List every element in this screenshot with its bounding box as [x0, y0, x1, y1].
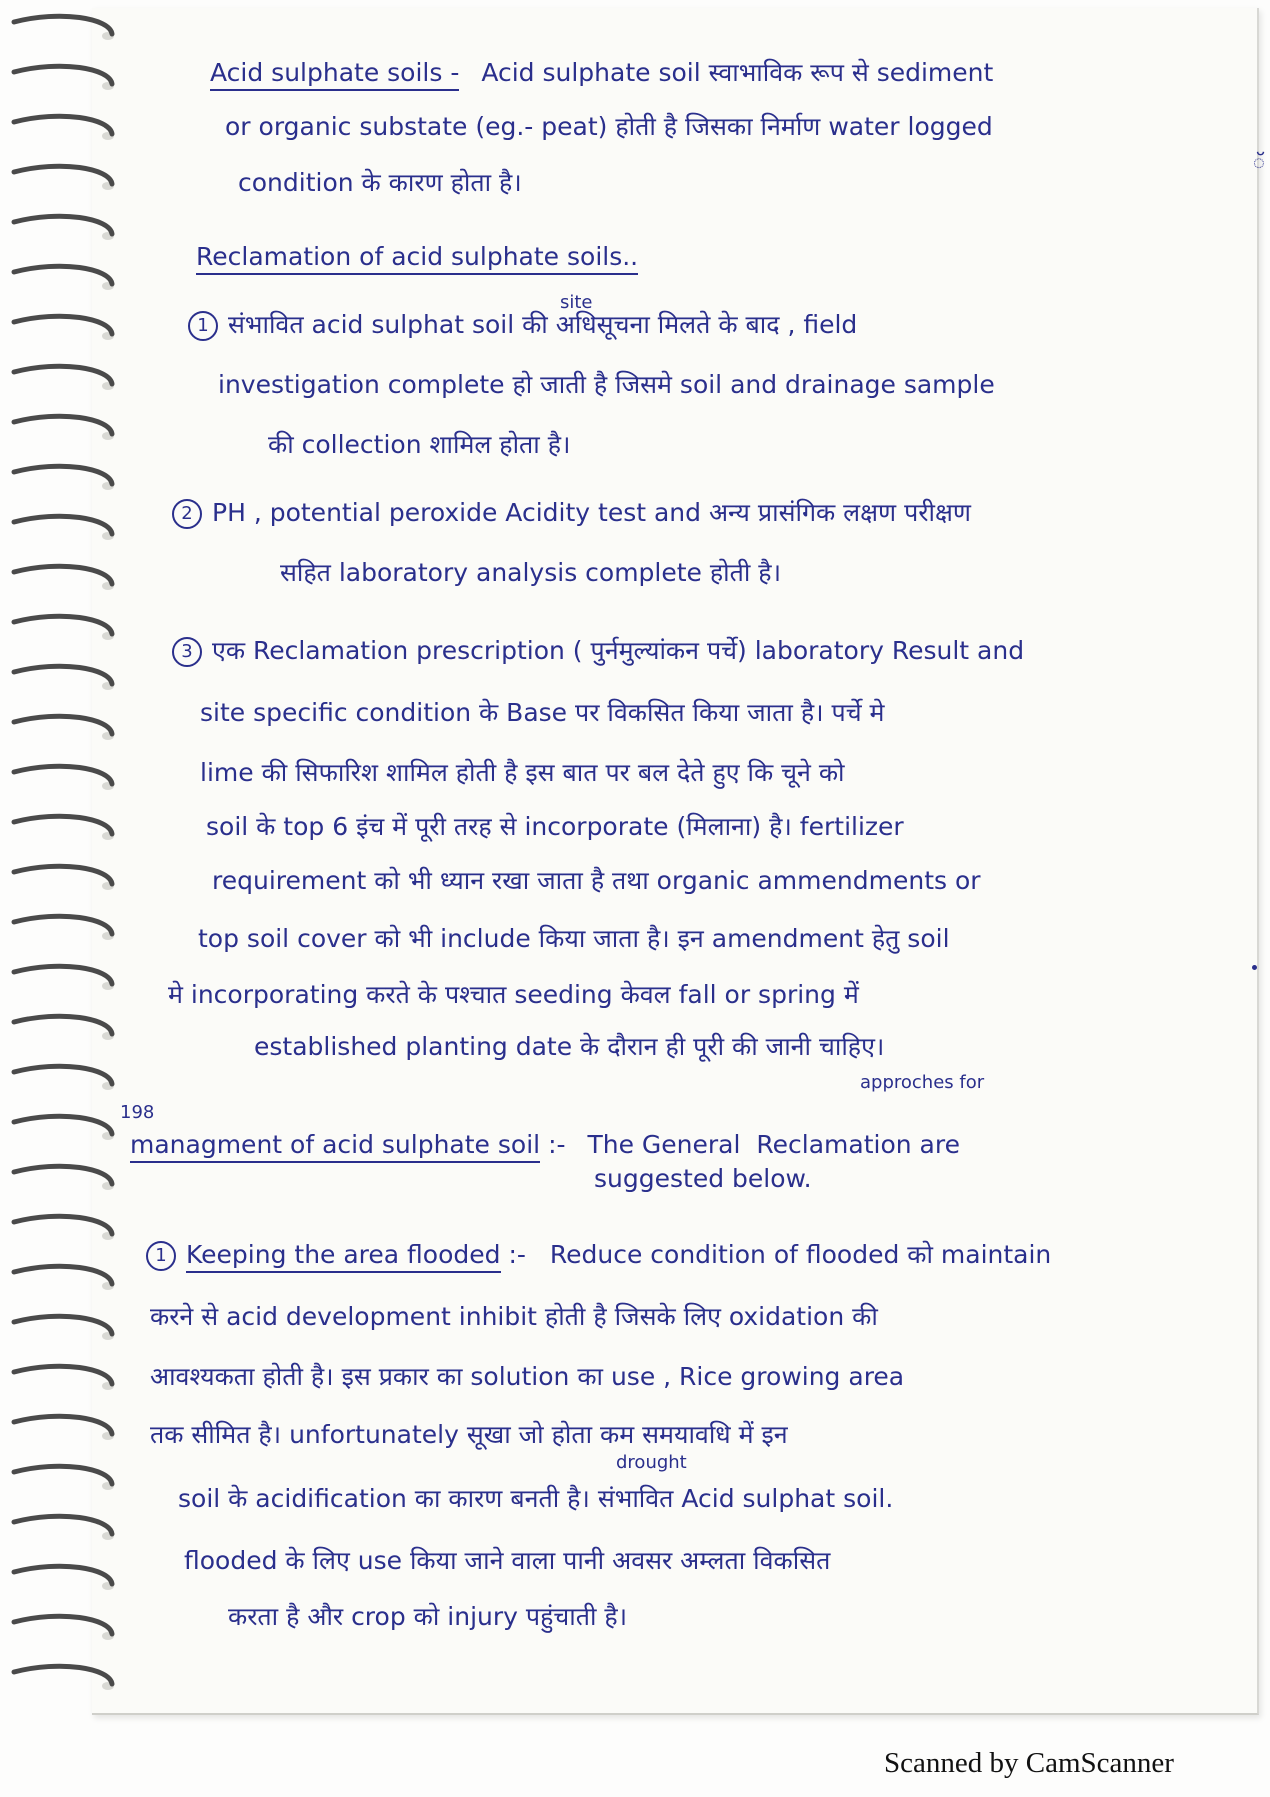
- text-line: मे incorporating करते के पश्चात seeding केवल fall or spring में: [168, 980, 859, 1009]
- item-number: 1: [146, 1241, 176, 1271]
- acid-sulphate-soils-paragraph: [210, 58, 993, 88]
- management-item-1: 1 Keeping the area flooded :- Reduce condition of flooded को maintain: [146, 1240, 1051, 1271]
- superscript-note: site: [560, 292, 593, 313]
- item-number: 2: [172, 499, 202, 529]
- management-heading: managment of acid sulphate soil: [130, 1130, 540, 1163]
- text-line: Reduce condition of flooded को maintain: [549, 1240, 1052, 1269]
- text-line: investigation complete हो जाती है जिसमे soil and drainage sample: [218, 370, 995, 399]
- text-line: soil के acidification का कारण बनती है। संभावित Acid sulphat soil.: [178, 1484, 894, 1513]
- section-heading: Acid sulphate soils -: [210, 58, 459, 91]
- text-line: site specific condition के Base पर विकसित किया जाता है। पर्चे मे: [200, 698, 885, 727]
- inserted-word: drought: [616, 1452, 687, 1473]
- item-number: 1: [188, 311, 218, 341]
- management-heading-line: [130, 1130, 960, 1160]
- scanner-watermark: Scanned by CamScanner: [884, 1747, 1174, 1779]
- intro-note: approches for: [860, 1072, 985, 1093]
- item-number: 3: [172, 637, 202, 667]
- text-line: Reclamation are: [756, 1130, 960, 1159]
- text-line: suggested below.: [594, 1164, 812, 1193]
- text-line: करता है और crop को injury पहुंचाती है।: [228, 1602, 628, 1631]
- reclamation-heading: Reclamation of acid sulphate soils..: [196, 242, 638, 272]
- separator: :-: [548, 1130, 566, 1159]
- margin-mark: ॅ: [1253, 150, 1265, 174]
- text-line: The General: [587, 1130, 741, 1159]
- text-line: established planting date के दौरान ही पूरी की जानी चाहिए।: [254, 1032, 885, 1061]
- text-line: condition के कारण होता है।: [238, 168, 522, 197]
- reclamation-item-1: [188, 310, 857, 341]
- text-line: top soil cover को भी include किया जाता है। इन amendment हेतु soil: [198, 924, 950, 953]
- page-number: 198: [120, 1102, 155, 1123]
- text-line: soil के top 6 इंच में पूरी तरह से incorporate (मिलाना) है। fertilizer: [206, 812, 904, 841]
- text-line: आवश्यकता होती है। इस प्रकार का solution का use , Rice growing area: [150, 1362, 905, 1391]
- ink-dot: [1252, 965, 1257, 970]
- item-title: Keeping the area flooded: [186, 1240, 501, 1273]
- text-line: lime की सिफारिश शामिल होती है इस बात पर बल देते हुए कि चूने को: [200, 758, 845, 787]
- text-line: PH , potential peroxide Acidity test and अन्य प्रासंगिक लक्षण परीक्षण: [212, 498, 971, 527]
- text-line: करने से acid development inhibit होती है जिसके लिए oxidation की: [150, 1302, 878, 1331]
- reclamation-item-3: [172, 636, 1024, 667]
- text-line: flooded के लिए use किया जाने वाला पानी अवसर अम्लता विकसित: [184, 1546, 831, 1575]
- reclamation-item-2: [172, 498, 971, 529]
- text-line: संभावित acid sulphat soil की अधिसूचना मिलते के बाद , field: [228, 310, 858, 339]
- text-line: सहित laboratory analysis complete होती है।: [280, 558, 782, 587]
- text-line: or organic substate (eg.- peat) होती है जिसका निर्माण water logged: [225, 112, 993, 141]
- text-line: एक Reclamation prescription ( पुर्नमुल्यांकन पर्चे) laboratory Result and: [212, 636, 1025, 665]
- text-line: की collection शामिल होता है।: [268, 430, 571, 459]
- text-line: requirement को भी ध्यान रखा जाता है तथा organic ammendments or: [212, 866, 981, 895]
- text-line: तक सीमित है। unfortunately सूखा जो होता कम समयावधि में इन: [150, 1420, 788, 1449]
- text-line: Acid sulphate soil स्वाभाविक रूप से sediment: [481, 58, 994, 87]
